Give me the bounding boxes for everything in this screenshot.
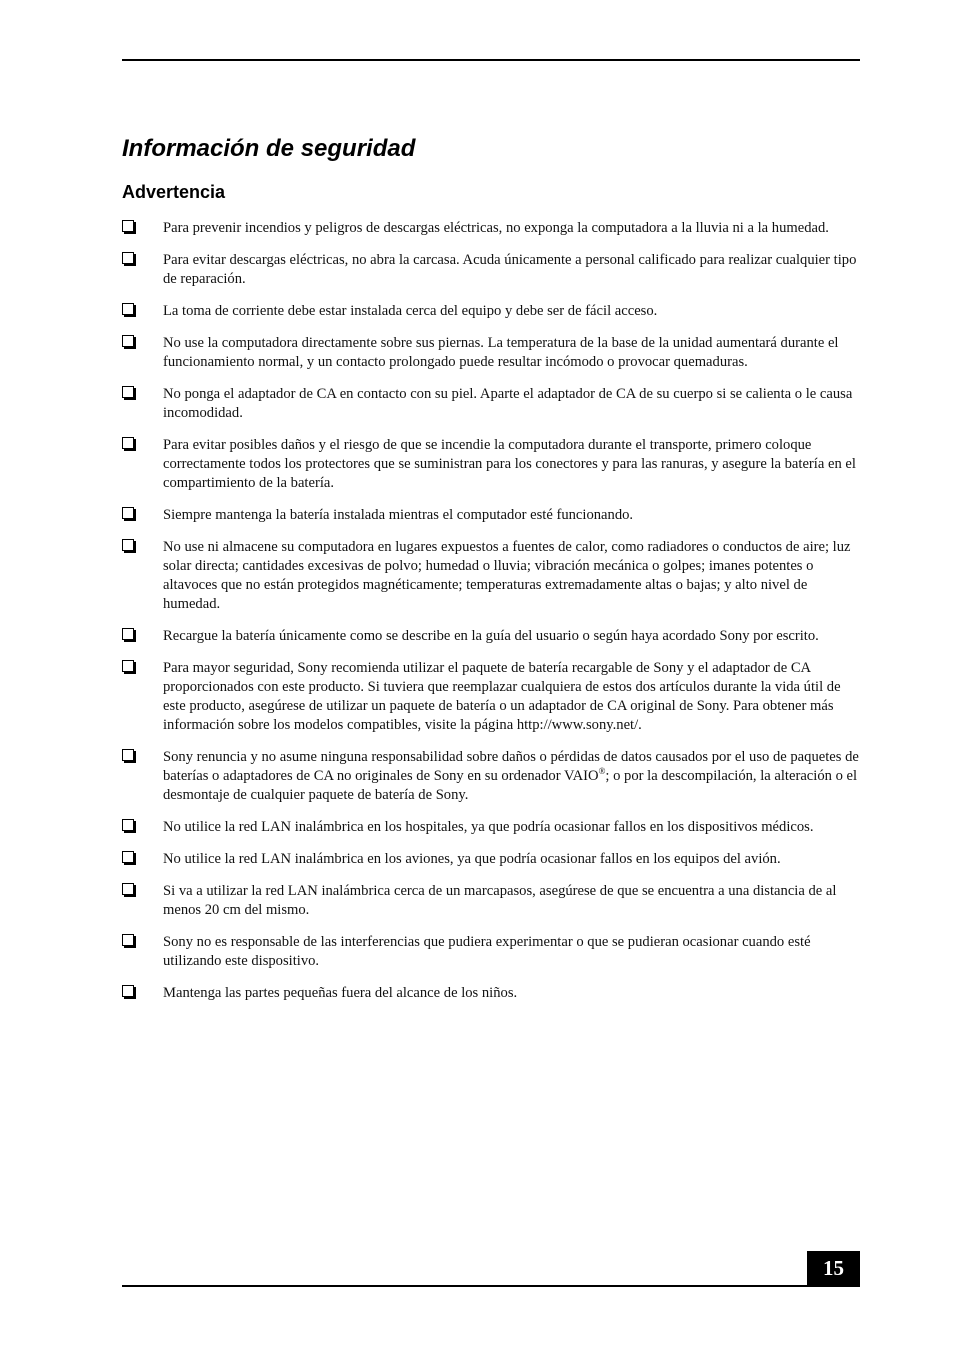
page-title: Información de seguridad	[122, 135, 416, 162]
checkbox-icon	[122, 985, 134, 997]
item-text-part: Sony renuncia y no asume ninguna responsabilidad sobre daños o pérdidas de datos causados por el uso de paquetes de baterías o adaptadores de CA no originales de Sony en su ordenador VAIO	[163, 749, 859, 784]
list-item	[122, 818, 860, 837]
checkbox-icon	[122, 252, 134, 264]
checkbox-icon	[122, 934, 134, 946]
registered-mark: ®	[598, 766, 606, 777]
top-rule	[122, 59, 860, 61]
list-item	[122, 748, 860, 805]
checkbox-icon	[122, 220, 134, 232]
item-text: Recargue la batería únicamente como se describe en la guía del usuario o según haya acordado Sony por escrito.	[163, 628, 819, 644]
section-heading: Advertencia	[122, 182, 226, 202]
checkbox-icon	[122, 851, 134, 863]
bottom-rule	[122, 1285, 860, 1287]
list-item	[122, 302, 860, 321]
list-item	[122, 627, 860, 646]
checkbox-icon	[122, 335, 134, 347]
warning-list	[122, 219, 860, 1003]
checkbox-icon	[122, 628, 134, 640]
checkbox-icon	[122, 819, 134, 831]
item-text: Para evitar descargas eléctricas, no abra la carcasa. Acuda únicamente a personal calificado para realizar cualquier tipo de reparación.	[163, 252, 857, 287]
item-text: No utilice la red LAN inalámbrica en los aviones, ya que podría ocasionar fallos en los equipos del avión.	[163, 851, 781, 867]
item-text: Para evitar posibles daños y el riesgo de que se incendie la computadora durante el transporte, primero coloque correctamente todos los protectores que se suministran para los conectores y para las ranuras, y asegure la batería en el compartimiento de la batería.	[163, 437, 856, 491]
page-number: 15	[807, 1251, 860, 1286]
item-text: Mantenga las partes pequeñas fuera del alcance de los niños.	[163, 985, 518, 1001]
checkbox-icon	[122, 749, 134, 761]
list-item	[122, 334, 860, 372]
checkbox-icon	[122, 883, 134, 895]
list-item	[122, 251, 860, 289]
item-text: La toma de corriente debe estar instalada cerca del equipo y debe ser de fácil acceso.	[163, 303, 658, 319]
list-item	[122, 850, 860, 869]
list-item	[122, 385, 860, 423]
list-item	[122, 882, 860, 920]
item-text: No use la computadora directamente sobre sus piernas. La temperatura de la base de la unidad aumentará durante el funcionamiento normal, y un contacto prolongado puede resultar incómodo o provocar quemaduras.	[163, 335, 839, 370]
checkbox-icon	[122, 539, 134, 551]
checkbox-icon	[122, 507, 134, 519]
item-text-part: ; o por la descompilación, la alteración o el desmontaje de cualquier paquete de batería de Sony.	[163, 768, 858, 803]
item-text: Siempre mantenga la batería instalada mientras el computador esté funcionando.	[163, 507, 634, 523]
checkbox-icon	[122, 660, 134, 672]
item-text: No ponga el adaptador de CA en contacto con su piel. Aparte el adaptador de CA de su cuerpo si se calienta o le causa incomodidad.	[163, 386, 853, 421]
list-item	[122, 659, 860, 735]
list-item	[122, 538, 860, 614]
item-text: No use ni almacene su computadora en lugares expuestos a fuentes de calor, como radiadores o conductos de aire; luz solar directa; cantidades excesivas de polvo; humedad o lluvia; vibración mecánica o golpes; imanes potentes o altavoces que no están protegidos magnéticamente; temperaturas extremadamente altas o bajas; y alto nivel de humedad.	[163, 539, 851, 612]
checkbox-icon	[122, 437, 134, 449]
item-text: Para mayor seguridad, Sony recomienda utilizar el paquete de batería recargable de Sony y el adaptador de CA proporcionados con este producto. Si tuviera que reemplazar cualquiera de estos dos artículos durante la vida útil de este producto, asegúrese de utilizar un paquete de batería o un adaptador de CA original de Sony. Para obtener más información sobre los modelos compatibles, visite la página http://www.sony.net/.	[163, 660, 841, 733]
list-item	[122, 933, 860, 971]
list-item	[122, 506, 860, 525]
item-text	[163, 749, 859, 803]
item-text: Para prevenir incendios y peligros de descargas eléctricas, no exponga la computadora a la lluvia ni a la humedad.	[163, 220, 829, 236]
list-item	[122, 984, 860, 1003]
checkbox-icon	[122, 386, 134, 398]
list-item	[122, 219, 860, 238]
item-text: Sony no es responsable de las interferencias que pudiera experimentar o que se pudieran ocasionar cuando esté utilizando este dispositivo.	[163, 934, 811, 969]
checkbox-icon	[122, 303, 134, 315]
list-item	[122, 436, 860, 493]
item-text: No utilice la red LAN inalámbrica en los hospitales, ya que podría ocasionar fallos en los dispositivos médicos.	[163, 819, 814, 835]
item-text: Si va a utilizar la red LAN inalámbrica cerca de un marcapasos, asegúrese de que se encuentra a una distancia de al menos 20 cm del mismo.	[163, 883, 837, 918]
